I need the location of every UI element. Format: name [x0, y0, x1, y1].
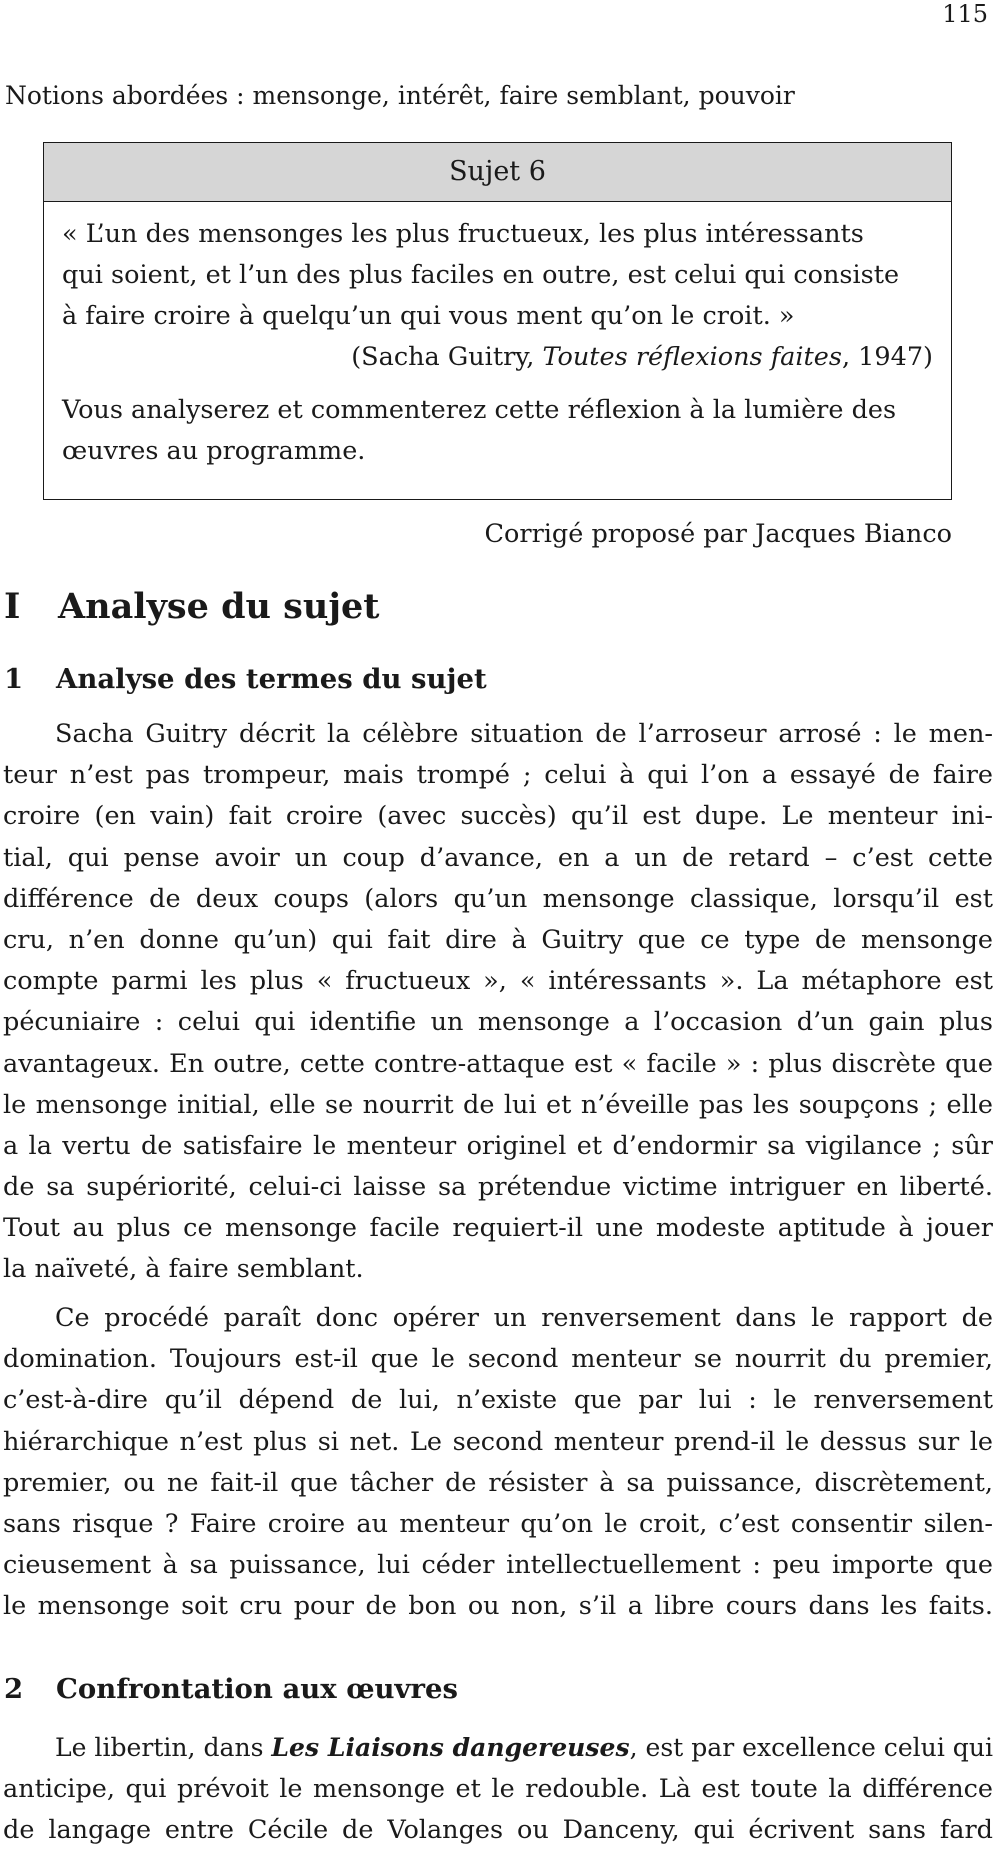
consigne-line: Vous analyserez et commenterez cette réflexion à la lumière des: [62, 395, 897, 425]
text-line: la naïveté, à faire semblant.: [3, 1254, 364, 1285]
subsection-title: Confrontation aux œuvres: [56, 1673, 458, 1705]
text-line: anticipe, qui prévoit le mensonge et le redouble. Là est toute la différence: [3, 1774, 993, 1805]
text-line: domination. Toujours est-il que le second menteur se nourrit du premier,: [3, 1344, 993, 1375]
section-number: I: [4, 586, 21, 627]
sujet-body: [44, 202, 951, 472]
paragraph-1: [3, 714, 993, 1291]
consigne: [62, 390, 933, 472]
quote-source: [62, 337, 933, 378]
subsection-number: 2: [4, 1673, 24, 1705]
subsection-number: 1: [4, 663, 24, 695]
text-line: compte parmi les plus « fructueux », « intéressants ». La métaphore est: [3, 966, 993, 997]
text-line: tial, qui pense avoir un coup d’avance, en a un de retard – c’est cette: [3, 842, 993, 873]
text-line: de langage entre Cécile de Volanges ou Danceny, qui écrivent sans fard: [3, 1815, 993, 1846]
notions-line: Notions abordées : mensonge, intérêt, faire semblant, pouvoir: [5, 81, 795, 110]
page-number: 115: [942, 0, 988, 28]
text-line: avantageux. En outre, cette contre-attaque est « facile » : plus discrète que: [3, 1048, 993, 1079]
source-suffix: , 1947): [841, 342, 933, 372]
text-line: cru, n’en donne qu’un) qui fait dire à Guitry que ce type de mensonge: [3, 924, 993, 955]
section-title: Analyse du sujet: [58, 586, 380, 627]
text-line: premier, ou ne fait-il que tâcher de résister à sa puissance, discrètement,: [3, 1467, 993, 1498]
text-line: le mensonge initial, elle se nourrit de lui et n’éveille pas les soupçons ; elle: [3, 1089, 993, 1120]
text-line: Tout au plus ce mensonge facile requiert-il une modeste aptitude à jouer: [3, 1213, 993, 1244]
text-line: Sacha Guitry décrit la célèbre situation de l’arroseur arrosé : le men-: [55, 719, 993, 749]
sujet-title: Sujet 6: [44, 143, 951, 202]
quote-line: « L’un des mensonges les plus fructueux, les plus intéressants: [62, 219, 864, 249]
work-title: Les Liaisons dangereuses: [271, 1733, 630, 1763]
text-line: Ce procédé paraît donc opérer un renversement dans le rapport de: [55, 1303, 993, 1333]
text-line: c’est-à-dire qu’il dépend de lui, n’existe que par lui : le renversement: [3, 1385, 993, 1416]
consigne-line: œuvres au programme.: [62, 436, 366, 466]
source-work: Toutes réflexions faites: [542, 342, 842, 372]
text-line: différence de deux coups (alors qu’un mensonge classique, lorsqu’il est: [3, 883, 993, 914]
section-heading: [4, 586, 379, 628]
text-line: de sa supériorité, celui-ci laisse sa prétendue victime intriguer en liberté.: [3, 1172, 993, 1203]
source-prefix: (Sacha Guitry,: [351, 342, 543, 372]
text-line: Le libertin, dans Les Liaisons dangereuses, est par excellence celui qui: [55, 1733, 993, 1763]
subsection-heading-1: [4, 662, 487, 696]
text-line: le mensonge soit cru pour de bon ou non, s’il a libre cours dans les faits.: [3, 1591, 993, 1622]
corrige-credit: Corrigé proposé par Jacques Bianco: [484, 519, 952, 549]
text-line: croire (en vain) fait croire (avec succès) qu’il est dupe. Le menteur ini-: [3, 801, 993, 832]
text-line: a la vertu de satisfaire le menteur originel et d’endormir sa vigilance ; sûr: [3, 1130, 993, 1161]
paragraph-3: [3, 1728, 993, 1852]
text-line: hiérarchique n’est plus si net. Le second menteur prend-il le dessus sur le: [3, 1426, 993, 1457]
text-line: pécuniaire : celui qui identifie un mensonge a l’occasion d’un gain plus: [3, 1007, 993, 1038]
text-line: sans risque ? Faire croire au menteur qu’on le croit, c’est consentir silen-: [3, 1508, 993, 1539]
text-line: teur n’est pas trompeur, mais trompé ; celui à qui l’on a essayé de faire: [3, 760, 993, 791]
subsection-heading-2: [4, 1672, 458, 1706]
paragraph-2: [3, 1298, 993, 1628]
text-line: cieusement à sa puissance, lui céder intellectuellement : peu importe que: [3, 1550, 993, 1581]
quote-line: à faire croire à quelqu’un qui vous ment qu’on le croit. »: [62, 301, 795, 331]
quote-line: qui soient, et l’un des plus faciles en outre, est celui qui consiste: [62, 260, 900, 290]
subsection-title: Analyse des termes du sujet: [56, 663, 487, 695]
sujet-box: [43, 142, 952, 500]
